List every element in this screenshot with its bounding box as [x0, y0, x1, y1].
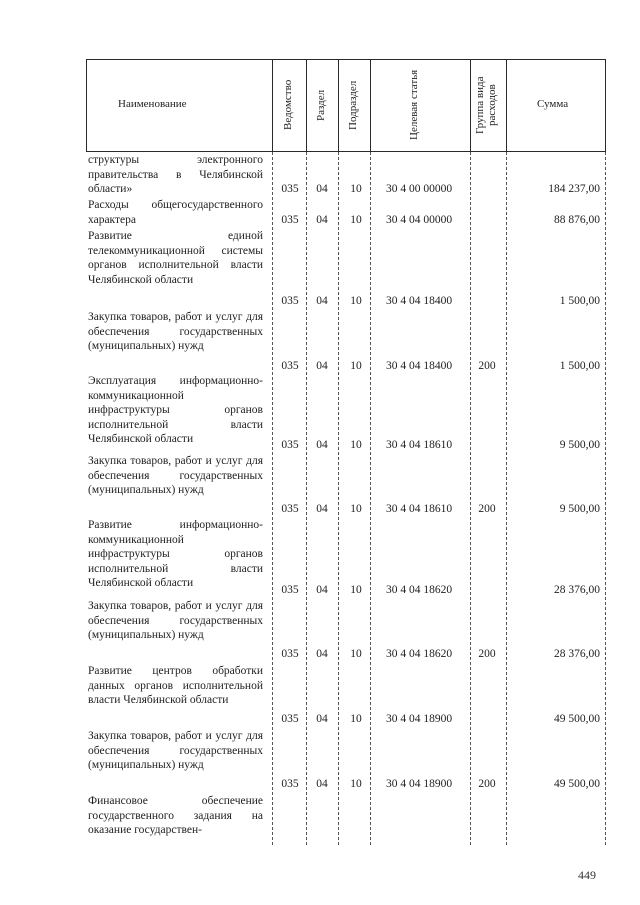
row-razdel: 04 — [316, 503, 328, 515]
row-name: Развитие центров обработки данных органов исполнительной власти Челябинской области — [88, 665, 263, 706]
row-razdel: 04 — [316, 778, 328, 790]
row-name: Закупка товаров, работ и услуг для обеспечения государственных (муниципальных) нужд — [88, 600, 263, 641]
row-celevaya: 30 4 04 18620 — [385, 584, 453, 596]
body-col-sep — [272, 152, 273, 845]
row-vedomstvo: 035 — [281, 214, 299, 226]
header-col-sep — [605, 59, 606, 151]
row-celevaya: 30 4 04 18610 — [385, 503, 453, 515]
row-gruppa: 200 — [478, 360, 496, 372]
row-vedomstvo: 035 — [281, 295, 299, 307]
row-podrazdel: 10 — [350, 503, 362, 515]
row-summa: 9 500,00 — [559, 503, 600, 515]
header-razdel: Раздел — [315, 89, 327, 121]
row-vedomstvo: 035 — [281, 360, 299, 372]
row-celevaya: 30 4 00 00000 — [385, 183, 453, 195]
header-col-sep — [338, 59, 339, 151]
row-summa: 28 376,00 — [554, 648, 600, 660]
row-name: Эксплуатация информационно-коммуникационной инфраструктуры органов исполнительной власти Челябинской области — [88, 375, 263, 445]
row-razdel: 04 — [316, 713, 328, 725]
row-summa: 28 376,00 — [554, 584, 600, 596]
body-col-sep — [470, 152, 471, 845]
row-celevaya: 30 4 04 18610 — [385, 439, 453, 451]
header-name: Наименование — [118, 98, 187, 110]
row-summa: 1 500,00 — [559, 360, 600, 372]
row-razdel: 04 — [316, 648, 328, 660]
row-podrazdel: 10 — [350, 648, 362, 660]
body-col-sep — [306, 152, 307, 845]
header-celevaya: Целевая статья — [408, 69, 420, 141]
row-name: Финансовое обеспечение государственного задания на оказание государствен- — [88, 795, 263, 836]
row-razdel: 04 — [316, 360, 328, 372]
row-podrazdel: 10 — [350, 713, 362, 725]
row-summa: 1 500,00 — [559, 295, 600, 307]
row-vedomstvo: 035 — [281, 503, 299, 515]
body-col-sep — [506, 152, 507, 845]
header-top-rule — [86, 59, 606, 60]
header-col-sep — [470, 59, 471, 151]
row-summa: 184 237,00 — [548, 183, 600, 195]
body-col-sep — [338, 152, 339, 845]
row-razdel: 04 — [316, 584, 328, 596]
header-summa: Сумма — [537, 98, 569, 110]
row-celevaya: 30 4 04 18400 — [385, 360, 453, 372]
row-vedomstvo: 035 — [281, 713, 299, 725]
row-vedomstvo: 035 — [281, 778, 299, 790]
row-summa: 9 500,00 — [559, 439, 600, 451]
row-razdel: 04 — [316, 439, 328, 451]
header-gruppa: Группа вида расходов — [474, 76, 498, 134]
row-name: Закупка товаров, работ и услуг для обеспечения государственных (муниципальных) нужд — [88, 730, 263, 771]
row-podrazdel: 10 — [350, 439, 362, 451]
row-podrazdel: 10 — [350, 584, 362, 596]
row-name: Закупка товаров, работ и услуг для обеспечения государственных (муниципальных) нужд — [88, 455, 263, 496]
header-col-sep — [506, 59, 507, 151]
row-razdel: 04 — [316, 183, 328, 195]
header-vedomstvo: Ведомство — [282, 79, 294, 131]
row-gruppa: 200 — [478, 648, 496, 660]
row-summa: 49 500,00 — [554, 778, 600, 790]
row-vedomstvo: 035 — [281, 584, 299, 596]
row-podrazdel: 10 — [350, 295, 362, 307]
row-name: структуры электронного правительства в Челябинской области» — [88, 154, 263, 195]
row-summa: 49 500,00 — [554, 713, 600, 725]
row-celevaya: 30 4 04 18400 — [385, 295, 453, 307]
header-col-sep — [306, 59, 307, 151]
row-razdel: 04 — [316, 214, 328, 226]
row-vedomstvo: 035 — [281, 648, 299, 660]
row-celevaya: 30 4 04 18620 — [385, 648, 453, 660]
row-summa: 88 876,00 — [554, 214, 600, 226]
header-col-sep — [370, 59, 371, 151]
row-podrazdel: 10 — [350, 214, 362, 226]
header-col-sep — [86, 59, 87, 151]
body-col-sep — [370, 152, 371, 845]
row-gruppa: 200 — [478, 778, 496, 790]
row-name: Развитие единой телекоммуникационной системы органов исполнительной власти Челябинской области — [88, 230, 263, 286]
row-podrazdel: 10 — [350, 183, 362, 195]
row-name: Расходы общегосударственного характера — [88, 199, 263, 226]
row-celevaya: 30 4 04 18900 — [385, 778, 453, 790]
row-podrazdel: 10 — [350, 778, 362, 790]
header-col-sep — [272, 59, 273, 151]
row-podrazdel: 10 — [350, 360, 362, 372]
row-gruppa: 200 — [478, 503, 496, 515]
header-bottom-rule — [86, 151, 606, 152]
row-name: Развитие информационно-коммуникационной инфраструктуры органов исполнительной власти Челябинской области — [88, 519, 263, 589]
row-vedomstvo: 035 — [281, 183, 299, 195]
row-celevaya: 30 4 04 18900 — [385, 713, 453, 725]
row-razdel: 04 — [316, 295, 328, 307]
body-col-sep — [605, 152, 606, 845]
header-podrazdel: Подраздел — [347, 80, 359, 130]
row-vedomstvo: 035 — [281, 439, 299, 451]
row-celevaya: 30 4 04 00000 — [385, 214, 453, 226]
row-name: Закупка товаров, работ и услуг для обеспечения государственных (муниципальных) нужд — [88, 311, 263, 352]
page-number: 449 — [578, 868, 596, 882]
